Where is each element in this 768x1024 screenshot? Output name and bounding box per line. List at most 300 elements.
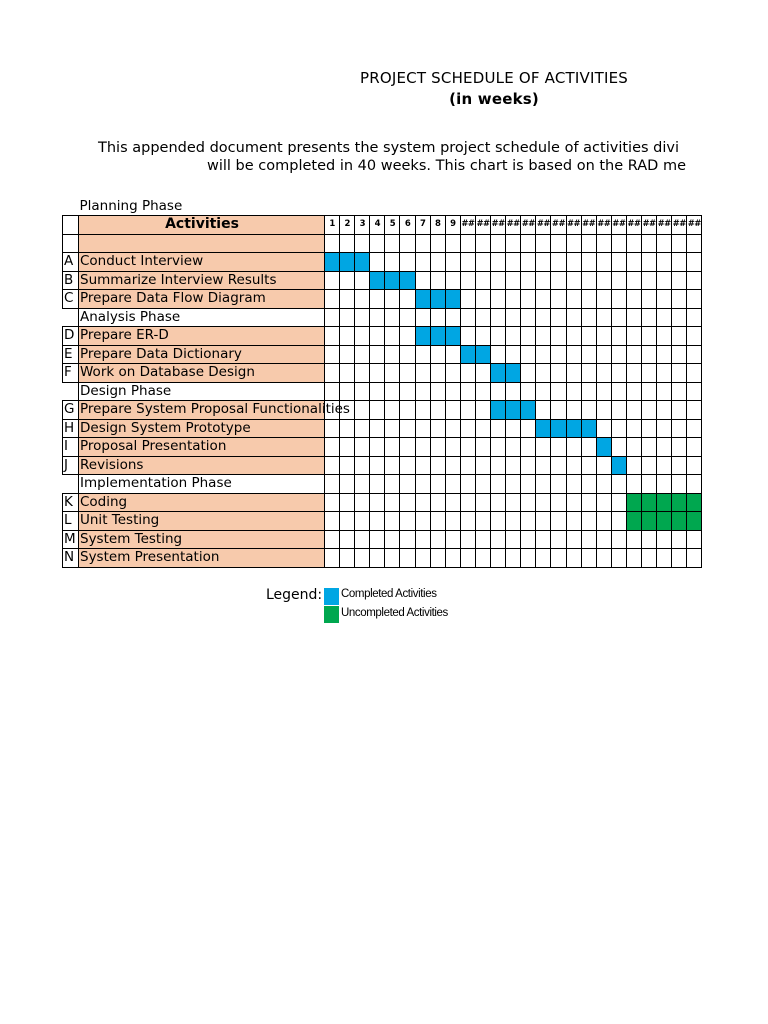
completed-cell [506,364,521,383]
week-header: ## [506,216,521,235]
row-code-cell [63,197,79,216]
schedule-cell [415,475,430,494]
schedule-cell [551,512,566,531]
schedule-cell [536,401,551,420]
schedule-cell [626,327,641,346]
schedule-cell [460,271,475,290]
schedule-cell [460,253,475,272]
schedule-cell [672,271,687,290]
schedule-cell [355,345,370,364]
legend-uncompleted-swatch [324,606,339,623]
schedule-cell [430,549,445,568]
schedule-cell [596,493,611,512]
schedule-cell [581,512,596,531]
schedule-cell [596,308,611,327]
schedule-cell [551,253,566,272]
uncompleted-cell [687,493,702,512]
uncompleted-cell [641,493,656,512]
schedule-cell [536,512,551,531]
week-header: 2 [340,216,355,235]
activity-code: G [63,401,79,420]
schedule-cell [611,327,626,346]
activity-label-text: Prepare System Proposal Functionalities [80,401,350,417]
schedule-cell [491,345,506,364]
activity-row [63,419,702,438]
schedule-cell [596,234,611,253]
schedule-cell [551,475,566,494]
week-header: ## [657,216,672,235]
schedule-cell [415,530,430,549]
schedule-cell [551,345,566,364]
schedule-cell [475,512,490,531]
schedule-cell [415,512,430,531]
schedule-cell [506,234,521,253]
schedule-cell [400,308,415,327]
schedule-cell [687,308,702,327]
activity-code: H [63,419,79,438]
activity-label [79,364,325,383]
completed-cell [581,419,596,438]
schedule-cell [611,401,626,420]
schedule-cell [521,493,536,512]
schedule-cell [657,290,672,309]
schedule-cell [506,493,521,512]
uncompleted-cell [657,493,672,512]
empty-cell [657,197,672,216]
empty-cell [687,197,702,216]
schedule-cell [325,290,340,309]
schedule-cell [521,271,536,290]
completed-cell [430,290,445,309]
schedule-cell [370,530,385,549]
schedule-cell [566,493,581,512]
schedule-cell [672,530,687,549]
schedule-cell [641,549,656,568]
week-header: ## [626,216,641,235]
schedule-cell [415,401,430,420]
week-header: 1 [325,216,340,235]
schedule-cell [340,327,355,346]
schedule-cell [325,327,340,346]
schedule-cell [400,401,415,420]
schedule-cell [340,512,355,531]
schedule-cell [491,290,506,309]
week-header: ## [581,216,596,235]
phase-row [63,382,702,401]
schedule-cell [581,364,596,383]
completed-cell [385,271,400,290]
schedule-cell [626,364,641,383]
schedule-cell [596,364,611,383]
schedule-cell [491,438,506,457]
schedule-cell [687,327,702,346]
activity-code: M [63,530,79,549]
schedule-cell [551,308,566,327]
schedule-cell [551,234,566,253]
week-header: ## [641,216,656,235]
schedule-cell [611,253,626,272]
empty-cell [521,197,536,216]
activity-code: F [63,364,79,383]
completed-cell [445,290,460,309]
schedule-cell [325,475,340,494]
schedule-cell [536,530,551,549]
schedule-cell [566,345,581,364]
schedule-cell [340,234,355,253]
schedule-cell [657,234,672,253]
schedule-cell [611,271,626,290]
week-header: ## [672,216,687,235]
schedule-cell [325,512,340,531]
schedule-cell [445,234,460,253]
schedule-cell [370,345,385,364]
schedule-cell [657,475,672,494]
activity-label [79,253,325,272]
schedule-cell [370,401,385,420]
completed-cell [415,327,430,346]
activity-label [79,512,325,531]
schedule-cell [566,253,581,272]
schedule-cell [340,382,355,401]
schedule-cell [506,271,521,290]
schedule-cell [536,549,551,568]
schedule-cell [445,475,460,494]
schedule-cell [415,456,430,475]
uncompleted-cell [641,512,656,531]
schedule-cell [551,327,566,346]
schedule-cell [385,401,400,420]
activity-row [63,364,702,383]
schedule-cell [355,438,370,457]
schedule-cell [672,253,687,272]
schedule-cell [325,308,340,327]
schedule-cell [355,382,370,401]
schedule-cell [672,327,687,346]
schedule-cell [385,512,400,531]
schedule-cell [460,327,475,346]
completed-cell [491,364,506,383]
week-header: ## [596,216,611,235]
schedule-cell [581,345,596,364]
schedule-cell [596,271,611,290]
activity-label-text: Prepare Data Flow Diagram [80,290,266,306]
schedule-cell [355,475,370,494]
completed-cell [596,438,611,457]
schedule-cell [400,493,415,512]
schedule-cell [325,419,340,438]
schedule-cell [385,308,400,327]
schedule-cell [596,345,611,364]
schedule-cell [687,438,702,457]
empty-cell [415,197,430,216]
intro-line-1: This appended document presents the system project schedule of activities divi [98,140,679,156]
schedule-cell [611,512,626,531]
empty-cell [400,197,415,216]
schedule-cell [596,327,611,346]
schedule-cell [475,382,490,401]
schedule-cell [521,438,536,457]
week-header: ## [536,216,551,235]
empty-cell [340,197,355,216]
schedule-cell [641,308,656,327]
schedule-cell [566,549,581,568]
schedule-cell [400,234,415,253]
activity-label [79,438,325,457]
activity-label-text: Work on Database Design [80,364,255,380]
activity-code [63,234,79,253]
activity-label [79,327,325,346]
planning-phase-label: Planning Phase [79,197,183,214]
schedule-cell [596,290,611,309]
schedule-cell [657,308,672,327]
schedule-cell [581,475,596,494]
schedule-cell [355,271,370,290]
schedule-cell [370,382,385,401]
schedule-cell [460,290,475,309]
activity-label-text: Revisions [80,456,144,473]
schedule-cell [521,308,536,327]
schedule-cell [340,345,355,364]
uncompleted-cell [657,512,672,531]
schedule-cell [687,253,702,272]
schedule-cell [551,401,566,420]
uncompleted-cell [626,512,641,531]
completed-cell [445,327,460,346]
completed-cell [415,290,430,309]
schedule-cell [626,530,641,549]
week-header: ## [551,216,566,235]
completed-cell [521,401,536,420]
schedule-cell [536,456,551,475]
legend-completed-text: Completed Activities [341,588,437,600]
schedule-cell [445,382,460,401]
schedule-cell [385,475,400,494]
schedule-cell [491,308,506,327]
schedule-cell [370,419,385,438]
schedule-cell [566,290,581,309]
schedule-cell [566,382,581,401]
activity-code: C [63,290,79,309]
schedule-cell [400,530,415,549]
activity-label [79,345,325,364]
schedule-cell [370,493,385,512]
schedule-cell [626,271,641,290]
schedule-cell [641,401,656,420]
schedule-cell [385,364,400,383]
completed-cell [400,271,415,290]
schedule-cell [506,419,521,438]
schedule-cell [521,382,536,401]
completed-cell [611,456,626,475]
schedule-cell [430,345,445,364]
schedule-cell [596,382,611,401]
schedule-cell [460,475,475,494]
schedule-cell [657,438,672,457]
schedule-cell [445,438,460,457]
activity-code [63,475,79,494]
activity-label [79,290,325,309]
schedule-cell [325,549,340,568]
schedule-cell [491,234,506,253]
schedule-cell [536,234,551,253]
schedule-cell [491,327,506,346]
schedule-cell [475,234,490,253]
activity-row [63,271,702,290]
schedule-cell [626,382,641,401]
schedule-cell [445,271,460,290]
planning-phase-row [63,197,702,216]
schedule-cell [370,327,385,346]
empty-cell [430,197,445,216]
schedule-cell [611,419,626,438]
schedule-cell [415,549,430,568]
schedule-cell [672,308,687,327]
schedule-cell [491,493,506,512]
schedule-cell [657,401,672,420]
schedule-cell [491,271,506,290]
completed-cell [551,419,566,438]
schedule-cell [596,401,611,420]
schedule-cell [657,456,672,475]
schedule-cell [491,530,506,549]
schedule-cell [641,530,656,549]
empty-cell [506,197,521,216]
schedule-cell [340,364,355,383]
schedule-cell [672,234,687,253]
schedule-cell [340,475,355,494]
schedule-cell [626,438,641,457]
schedule-cell [385,419,400,438]
schedule-cell [611,382,626,401]
schedule-cell [475,456,490,475]
schedule-cell [400,512,415,531]
activity-label [79,419,325,438]
empty-cell [581,197,596,216]
activity-row [63,327,702,346]
activity-row [63,234,702,253]
schedule-cell [641,253,656,272]
schedule-cell [641,234,656,253]
schedule-cell [385,530,400,549]
schedule-cell [641,290,656,309]
schedule-cell [596,253,611,272]
activity-label [79,234,325,253]
schedule-cell [626,475,641,494]
activities-header: Activities [79,216,325,235]
schedule-cell [460,456,475,475]
completed-cell [536,419,551,438]
activity-label [79,456,325,475]
schedule-cell [672,345,687,364]
activity-label-text: Proposal Presentation [80,438,227,454]
schedule-cell [581,253,596,272]
schedule-cell [536,438,551,457]
schedule-cell [687,382,702,401]
schedule-cell [445,493,460,512]
schedule-cell [536,253,551,272]
schedule-cell [521,456,536,475]
schedule-cell [506,530,521,549]
schedule-cell [355,493,370,512]
activity-label-text: Unit Testing [80,512,160,528]
schedule-cell [460,401,475,420]
schedule-cell [687,456,702,475]
activity-label-text: Design Phase [80,382,172,399]
schedule-cell [370,475,385,494]
activity-label-text: Conduct Interview [80,253,204,269]
schedule-cell [581,234,596,253]
empty-cell [355,197,370,216]
schedule-cell [385,345,400,364]
header-row [63,216,702,235]
schedule-cell [626,549,641,568]
schedule-cell [475,290,490,309]
activity-row [63,530,702,549]
schedule-cell [521,549,536,568]
schedule-cell [325,345,340,364]
schedule-cell [325,456,340,475]
schedule-cell [566,364,581,383]
schedule-cell [611,308,626,327]
schedule-cell [475,364,490,383]
schedule-cell [475,253,490,272]
schedule-cell [355,234,370,253]
schedule-cell [521,327,536,346]
schedule-cell [445,253,460,272]
schedule-cell [355,419,370,438]
schedule-cell [370,549,385,568]
schedule-cell [521,475,536,494]
intro-line-2: will be completed in 40 weeks. This chart is based on the RAD me [207,158,687,174]
schedule-cell [475,475,490,494]
schedule-cell [400,456,415,475]
schedule-cell [491,456,506,475]
activity-label-text: Implementation Phase [80,475,232,491]
schedule-cell [641,419,656,438]
schedule-cell [400,382,415,401]
schedule-cell [566,401,581,420]
empty-cell [385,197,400,216]
intro-paragraph [0,140,701,180]
activity-label-text: Design System Prototype [80,419,251,436]
schedule-cell [340,456,355,475]
schedule-cell [430,475,445,494]
schedule-cell [536,290,551,309]
schedule-cell [672,364,687,383]
schedule-cell [566,456,581,475]
schedule-cell [355,327,370,346]
schedule-cell [460,512,475,531]
phase-label [79,382,325,401]
schedule-cell [415,345,430,364]
schedule-cell [430,234,445,253]
schedule-cell [551,290,566,309]
completed-cell [506,401,521,420]
empty-cell [445,197,460,216]
uncompleted-cell [672,512,687,531]
schedule-cell [551,493,566,512]
empty-cell [672,197,687,216]
schedule-cell [687,419,702,438]
schedule-cell [581,456,596,475]
schedule-cell [687,530,702,549]
schedule-cell [536,345,551,364]
activity-code: D [63,327,79,346]
schedule-cell [506,308,521,327]
schedule-cell [687,290,702,309]
schedule-cell [551,549,566,568]
empty-cell [641,197,656,216]
